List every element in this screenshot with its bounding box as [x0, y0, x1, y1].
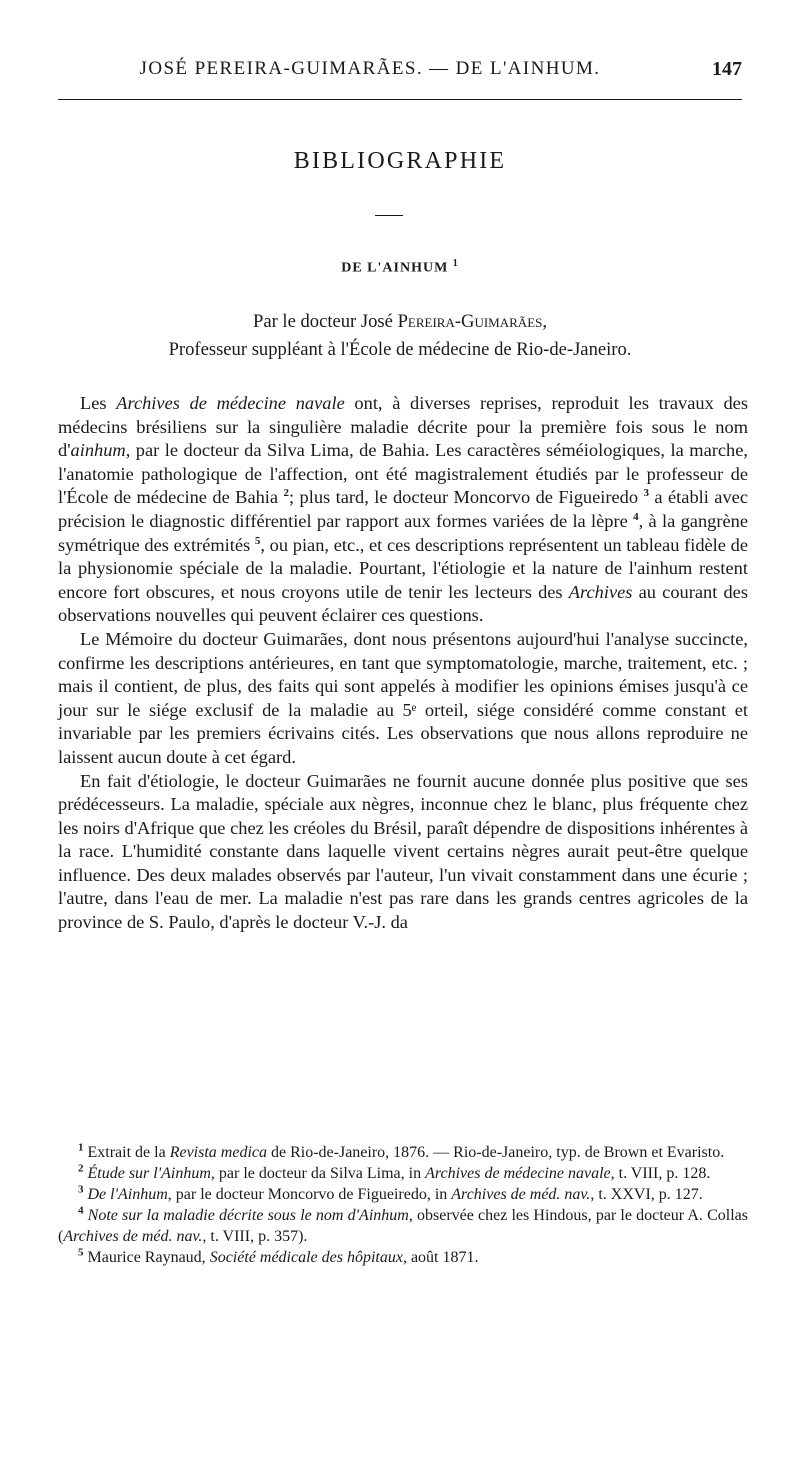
author-prefix: Par le docteur José: [252, 311, 398, 332]
author-block: [0, 308, 800, 364]
text-run: , observée chez les Hindous, par le docteur A. Collas (: [58, 1207, 748, 1245]
running-head: [58, 58, 742, 86]
journal-title: Archives de méd. nav.: [451, 1186, 591, 1203]
title-separator: [375, 215, 403, 216]
text-run: , t. VIII, p. 357).: [202, 1228, 308, 1245]
section-title: BIBLIOGRAPHIE: [293, 148, 507, 174]
header-rule: [58, 99, 742, 100]
journal-title: Archives de méd. nav.: [63, 1228, 203, 1245]
text-run: , à la gangrène symétrique des extrémités: [58, 510, 748, 555]
author-suffix: ,: [542, 311, 548, 332]
footnote-3: [58, 1184, 748, 1205]
author-affiliation: Professeur suppléant à l'École de médecine de Rio-de-Janeiro.: [168, 339, 632, 360]
footnote-1: [58, 1142, 748, 1163]
footnote-number: 4: [78, 1204, 84, 1217]
text-run: , par le docteur da Silva Lima, in: [210, 1165, 426, 1182]
footnote-number: 5: [78, 1246, 84, 1259]
text-run: , ou pian, etc., et ces descriptions représentent un tableau fidèle de la physionomie spéciale de la maladie. Pourtant, l'étiologie et la nature de l'ainhum restent encore fort obscures, et nous croyons utile de tenir les lecteurs des: [58, 534, 748, 602]
footnote-number: 1: [78, 1141, 84, 1154]
author-line: [0, 308, 800, 336]
footnote-4: [58, 1205, 748, 1247]
text-run: Extrait de la: [87, 1144, 170, 1161]
running-title: JOSÉ PEREIRA-GUIMARÃES. — DE L'AINHUM.: [139, 58, 601, 79]
article-subtitle: [0, 258, 800, 277]
footnote-number: 2: [78, 1162, 84, 1175]
journal-title: Archives de médecine navale: [116, 393, 345, 413]
footnote-ref: 2: [283, 487, 290, 500]
text-run: Maurice Raynaud,: [87, 1249, 210, 1266]
footnote-ref: 5: [254, 534, 261, 547]
footnote-number: 3: [78, 1183, 84, 1196]
work-title: Étude sur l'Ainhum: [87, 1165, 211, 1182]
work-title: Note sur la maladie décrite sous le nom d'Ainhum: [87, 1207, 409, 1224]
subtitle-text: DE L'AINHUM: [341, 260, 449, 276]
italic-term: ainhum: [70, 440, 126, 461]
page-number: 147: [712, 58, 742, 80]
footnote-ref: 1: [452, 258, 459, 269]
paragraph-3: En fait d'étiologie, le docteur Guimarães ne fournit aucune donnée plus positive que ses prédécesseurs. La maladie, spéciale aux nègres, inconnue chez le blanc, plus fréquente chez les noirs d'Afrique que chez les créoles du Brésil, paraît dépendre de dispositions inhérentes à la race. L'humidité constante dans laquelle vivent certains nègres aurait peut-être quelque influence. Des deux malades observés par l'auteur, l'un vivait constamment dans une écurie ; l'autre, dans l'eau de mer. La maladie n'est pas rare dans les grands centres agricoles de la province de S. Paulo, d'après le docteur V.-J. da: [58, 770, 748, 933]
journal-title: Archives de médecine navale: [425, 1165, 611, 1182]
journal-title: Archives: [568, 581, 633, 602]
paragraph-1: [58, 392, 748, 628]
text-run: , t. XXVI, p. 127.: [590, 1186, 703, 1203]
footnote-2: [58, 1163, 748, 1184]
author-name: Pereira-Guimarães: [397, 311, 543, 332]
text-run: Les: [80, 393, 117, 413]
journal-title: Revista medica: [169, 1144, 267, 1161]
text-run: , août 1871.: [402, 1249, 479, 1266]
footnotes: [58, 1142, 748, 1268]
journal-title: Société médicale des hôpitaux: [209, 1249, 403, 1266]
work-title: De l'Ainhum: [87, 1186, 168, 1203]
text-run: de Rio-de-Janeiro, 1876. — Rio-de-Janeiro, typ. de Brown et Evaristo.: [266, 1144, 725, 1161]
text-run: ; plus tard, le docteur Moncorvo de Figueiredo: [289, 487, 639, 508]
footnote-ref: 4: [633, 510, 639, 523]
text-run: , par le docteur da Silva Lima, de Bahia. Les caractères séméiologiques, la marche, l'anatomie pathologique de l'affection, ont été magistralement étudiés par le professeur de l'École de médecine de Bahia: [58, 440, 748, 508]
text-run: , t. VIII, p. 128.: [610, 1165, 711, 1182]
article-body: [58, 392, 748, 935]
paragraph-2: Le Mémoire du docteur Guimarães, dont nous présentons aujourd'hui l'analyse succincte, confirme les descriptions antérieures, en tant que symptomatologie, marche, traitement, etc. ; mais il contient, de plus, des faits qui sont appelés à modifier les opinions émises jusqu'à ce jour sur le siége exclusif de la maladie au 5ᵉ orteil, siége considéré comme constant et invariable par les premiers écrivains cités. Les observations que nous allons reproduire ne laissent aucun doute à cet égard.: [58, 628, 748, 767]
footnote-ref: 3: [643, 487, 649, 500]
text-run: ont, à diverses reprises, reproduit les travaux des médecins brésiliens sur la singulière maladie décrite pour la première fois sous le nom d': [58, 393, 748, 461]
footnote-5: [58, 1247, 748, 1268]
text-run: a établi avec précision le diagnostic différentiel par rapport aux formes variées de la lèpre: [58, 487, 748, 531]
text-run: , par le docteur Moncorvo de Figueiredo, in: [167, 1186, 452, 1203]
text-run: au courant des observations nouvelles qui peuvent éclairer ces questions.: [58, 581, 748, 626]
